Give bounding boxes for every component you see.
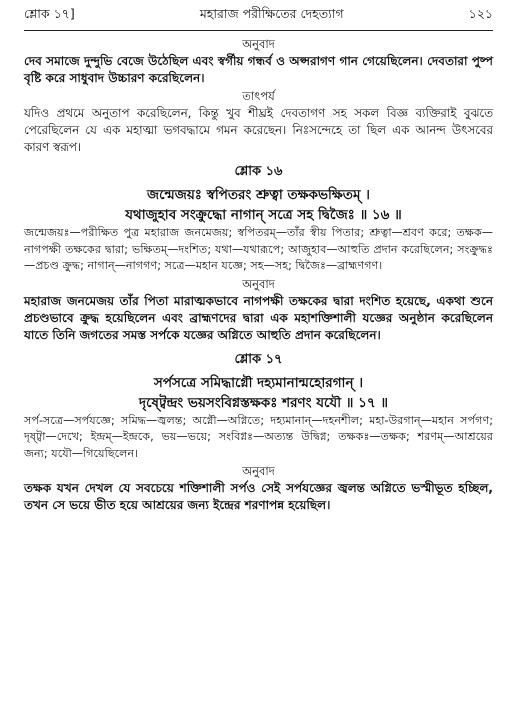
verse-reference: শ্লোক ১৭]: [24, 6, 75, 21]
chapter-title: মহারাজ পরীক্ষিতের দেহত্যাগ: [199, 6, 344, 21]
verse-17-line-1: সর্পসত্রে সমিদ্ধাগ্নৌ দহ্যমানান্মহোরগান্ ।: [153, 374, 364, 391]
purport-text: যদিও প্রথমে অনুতাপ করেছিলেন, কিন্তু খুব শীঘ্রই দেবতাগণ সহ সকল বিজ্ঞ ব্যক্তিরাই বুঝতে পেরেছিলেন যে এক মহাত্মা ভগবদ্ধামে গমন করেছেন। নিঃসন্দেহে তা ছিল এক আনন্দ উৎসবের কারণ স্বরূপ।: [24, 106, 493, 154]
verse-16-line-2: যথাজুহাব সংক্রুদ্ধো নাগান্ সত্রে সহ দ্বিজৈঃ ॥ ১৬ ॥: [125, 207, 402, 223]
verse-17-line-2: দৃষ্ট্বেন্দ্রং ভয়সংবিগ্নস্তক্ষকঃ শরণং যযৌ ॥ ১৭ ॥: [139, 394, 388, 411]
translation-label: অনুবাদ: [242, 37, 275, 51]
running-header: [24, 6, 493, 30]
verse-16-heading: শ্লোক ১৬: [234, 164, 283, 179]
header-rule: [24, 30, 493, 31]
verse-17-synonyms: সর্প-সত্রে—সর্পযজ্ঞে; সমিদ্ধ—জ্বলন্ত; অগ্নৌ—অগ্নিতে; দহ্যমানান্—দহনশীল; মহা-উরগান্—মহান সর্পগণ; দৃষ্ট্বা—দেখে; ইন্দ্রম্—ইন্দ্রকে, ভয়—ভয়ে; সংবিগ্নঃ—অত্যন্ত উদ্বিগ্ন; তক্ষকঃ—তক্ষক; শরণম্—আশ্রয়ের জন্য; যযৌ—গিয়েছিলেন।: [24, 413, 493, 460]
page-number: ১২১: [468, 6, 493, 21]
purport-label: তাৎপর্য: [242, 89, 275, 103]
verse-16-line-1: জন্মেজয়ঃ স্বপিতরং শ্রুত্বা তক্ষকভক্ষিতম্ ।: [147, 187, 370, 203]
verse-16-synonyms: জন্মেজয়ঃ—পরীক্ষিত পুত্র মহারাজ জনমেজয়; স্বপিতরম্—তাঁর স্বীয় পিতার; শ্রুত্বা—শ্রবণ করে; তক্ষক—নাগপক্ষী তক্ষকের দ্বারা; ভক্ষিতম্—দংশিত; যথা—যথারূপে; আজুহাব—আহুতি প্রদান করেছিলেন; সংক্রুদ্ধঃ—প্রচণ্ড ক্রুদ্ধ; নাগান্—নাগগণ; সত্রে—মহান যজ্ঞে; সহ—সহ; দ্বিজৈঃ—ব্রাহ্মণগণ।: [24, 226, 493, 272]
verse-16-translation: মহারাজ জনমেজয় তাঁর পিতা মারাত্মকভাবে নাগপক্ষী তক্ষকের দ্বারা দংশিত হয়েছে, একথা শুনে প্রচণ্ডভাবে ক্রুদ্ধ হয়েছিলেন এবং ব্রাহ্মণদের দ্বারা এক মহাশক্তিশালী যজ্ঞের অনুষ্ঠান করেছিলেন যাতে তিনি জগতের সমস্ত সর্পকে যজ্ঞের অগ্নিতে আহুতি প্রদান করেছিলেন।: [24, 293, 493, 342]
verse-16-translation-label: অনুবাদ: [242, 276, 275, 291]
verse-17-translation-label: অনুবাদ: [242, 464, 275, 478]
verse-17-heading: শ্লোক ১৭: [234, 351, 283, 367]
translation-text: দেব সমাজে দুন্দুভি বেজে উঠেছিল এবং স্বর্গীয় গন্ধর্ব ও অপ্সরাগণ গান গেয়েছিলেন। দেবতারা পুষ্প বৃষ্টি করে সাধুবাদ উচ্চারণ করেছিলেন।: [24, 54, 493, 85]
verse-17-translation: তক্ষক যখন দেখল যে সবচেয়ে শক্তিশালী সর্পও সেই সর্পযজ্ঞের জ্বলন্ত অগ্নিতে ভস্মীভূত হচ্ছিল, তখন সে ভয়ে ভীত হয়ে আশ্রয়ের জন্য ইন্দ্রের শরণাপন্ন হয়েছিল।: [24, 481, 493, 512]
